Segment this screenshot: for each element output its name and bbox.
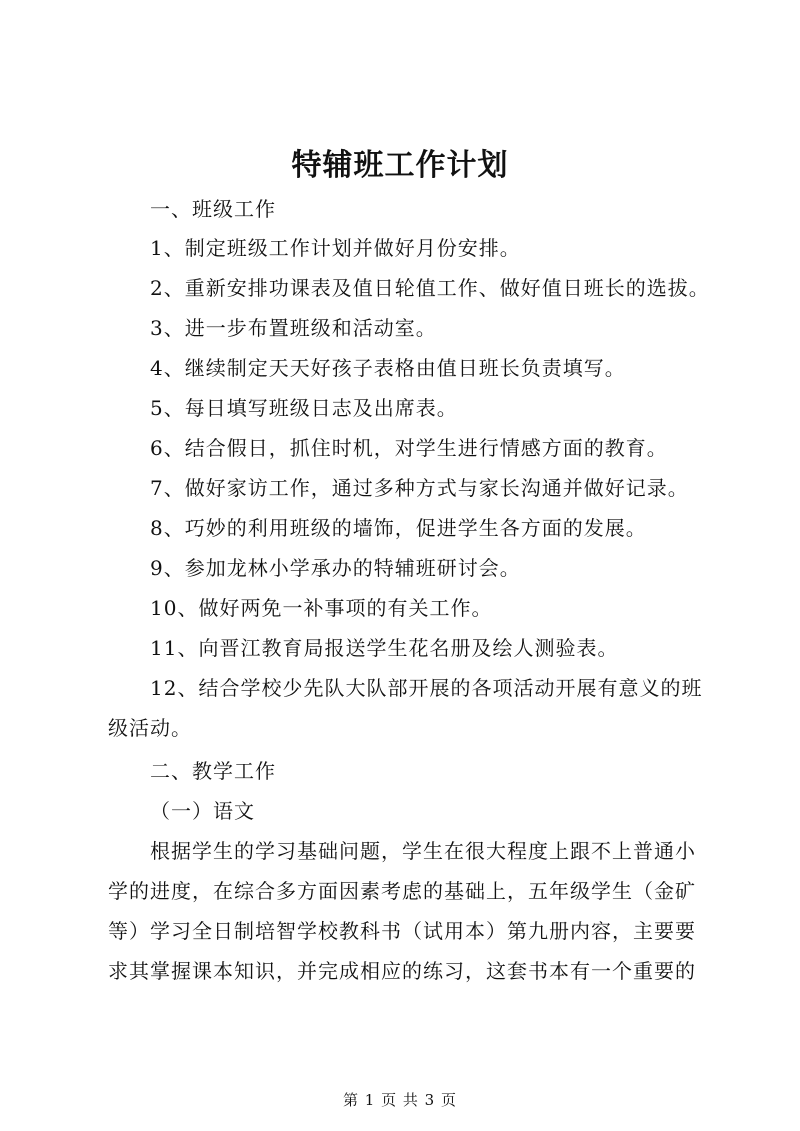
- paragraph-line: 求其掌握课本知识，并完成相应的练习，这套书本有一个重要的: [108, 959, 696, 983]
- subsection-heading-chinese: （一）语文: [150, 799, 255, 823]
- paragraph-line: 学的进度，在综合多方面因素考虑的基础上，五年级学生（金矿: [108, 879, 696, 903]
- list-item: 3、进一步布置班级和活动室。: [150, 316, 437, 340]
- list-item: 2、重新安排功课表及值日轮值工作、做好值日班长的选拔。: [150, 276, 710, 300]
- page-footer: 第 1 页 共 3 页: [343, 1091, 457, 1109]
- list-item: 6、结合假日，抓住时机，对学生进行情感方面的教育。: [150, 436, 668, 460]
- list-item: 7、做好家访工作，通过多种方式与家长沟通并做好记录。: [150, 476, 689, 500]
- list-item: 1、制定班级工作计划并做好月份安排。: [150, 236, 521, 260]
- list-item: 5、每日填写班级日志及出席表。: [150, 396, 458, 420]
- list-item: 12、结合学校少先队大队部开展的各项活动开展有意义的班: [150, 676, 703, 700]
- list-item-continuation: 级活动。: [108, 716, 192, 740]
- list-item: 10、做好两免一补事项的有关工作。: [150, 596, 493, 620]
- paragraph-line: 等）学习全日制培智学校教科书（试用本）第九册内容，主要要: [108, 919, 696, 943]
- list-item: 8、巧妙的利用班级的墙饰，促进学生各方面的发展。: [150, 516, 647, 540]
- list-item: 9、参加龙林小学承办的特辅班研讨会。: [150, 556, 521, 580]
- section-heading-class-work: 一、班级工作: [150, 197, 276, 221]
- section-heading-teaching-work: 二、教学工作: [150, 759, 276, 783]
- paragraph-line: 根据学生的学习基础问题，学生在很大程度上跟不上普通小: [150, 839, 696, 863]
- list-item: 4、继续制定天天好孩子表格由值日班长负责填写。: [150, 356, 626, 380]
- list-item: 11、向晋江教育局报送学生花名册及绘人测验表。: [150, 636, 619, 660]
- document-title: 特辅班工作计划: [291, 148, 509, 183]
